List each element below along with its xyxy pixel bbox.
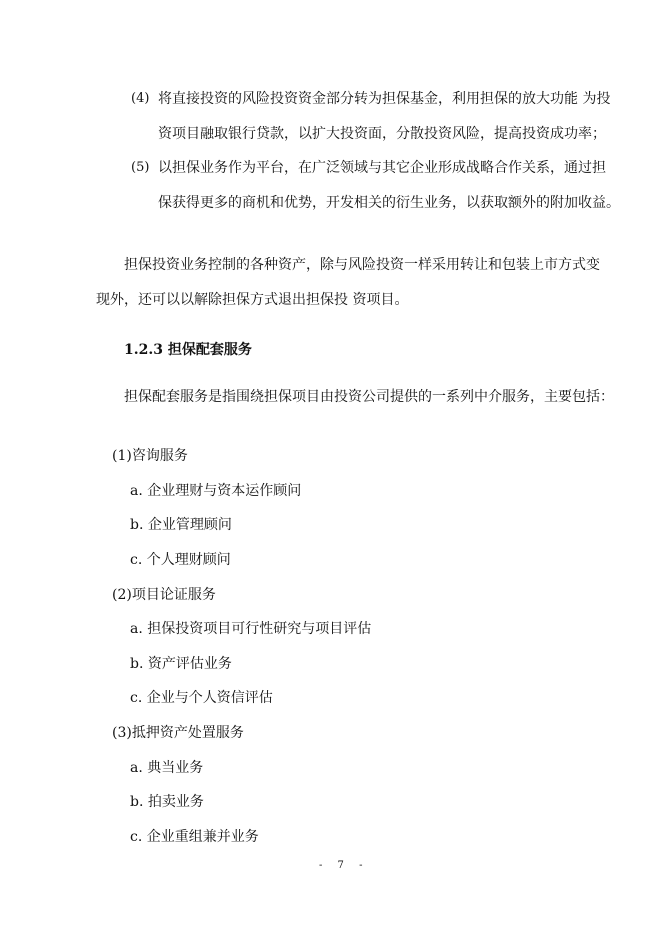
group-title-project-evaluation: (2)项目论证服务 xyxy=(112,587,216,603)
section-heading: 1.2.3 担保配套服务 xyxy=(124,342,252,358)
group-1-item-a: a. 企业理财与资本运作顾问 xyxy=(130,483,302,499)
list-item-5-line-1: 以担保业务作为平台，在广泛领域与其它企业形成战略合作关系，通过担 xyxy=(158,160,606,176)
list-item-4-line-1: 将直接投资的风险投资资金部分转为担保基金，利用担保的放大功能 为投 xyxy=(158,91,611,107)
group-title-collateral-disposal: (3)抵押资产处置服务 xyxy=(112,725,244,741)
paragraph-line-2: 现外，还可以以解除担保方式退出担保投 资项目。 xyxy=(96,292,409,308)
group-3-item-a: a. 典当业务 xyxy=(130,760,204,776)
list-marker-4: (4) xyxy=(131,91,150,106)
group-3-item-c: c. 企业重组兼并业务 xyxy=(130,829,259,845)
paragraph-line-1: 担保投资业务控制的各种资产，除与风险投资一样采用转让和包装上市方式变 xyxy=(124,257,600,273)
page-number: - 7 - xyxy=(319,860,369,871)
group-2-item-a: a. 担保投资项目可行性研究与项目评估 xyxy=(130,621,372,637)
group-1-item-c: c. 个人理财顾问 xyxy=(130,552,231,568)
list-marker-5: (5) xyxy=(131,160,150,175)
group-1-item-b: b. 企业管理顾问 xyxy=(130,517,232,533)
group-2-item-b: b. 资产评估业务 xyxy=(130,656,232,672)
group-title-consulting: (1)咨询服务 xyxy=(112,448,188,464)
list-item-5-line-2: 保获得更多的商机和优势，开发相关的衍生业务，以获取额外的附加收益。 xyxy=(158,195,620,211)
group-3-item-b: b. 拍卖业务 xyxy=(130,794,204,810)
group-2-item-c: c. 企业与个人资信评估 xyxy=(130,690,273,706)
intro-text: 担保配套服务是指围绕担保项目由投资公司提供的一系列中介服务，主要包括： xyxy=(124,389,614,405)
list-item-4-line-2: 资项目融取银行贷款，以扩大投资面，分散投资风险，提高投资成功率； xyxy=(158,126,606,142)
